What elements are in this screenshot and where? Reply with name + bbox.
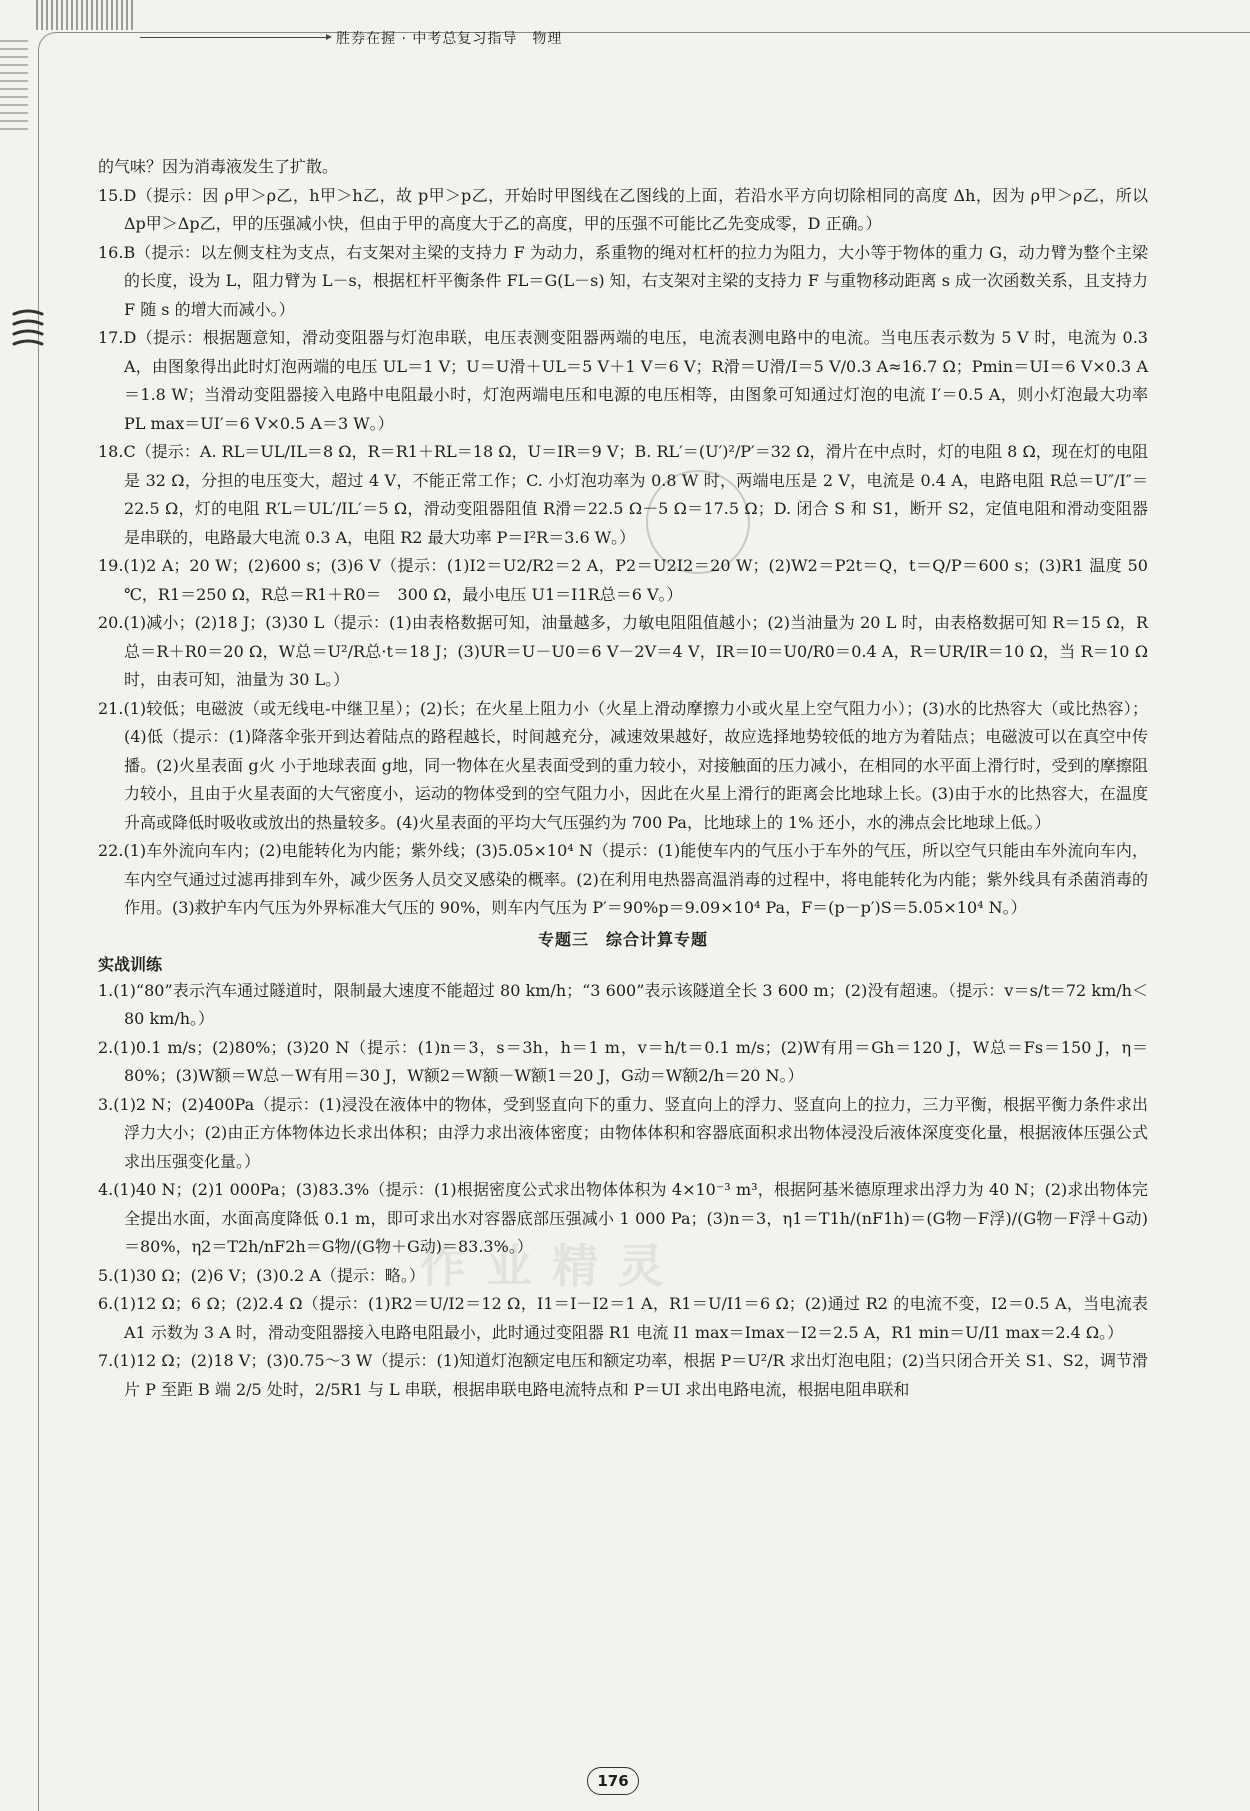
answer-content	[98, 153, 1148, 1404]
answer-paragraph: 15.D（提示：因 ρ甲＞ρ乙，h甲＞h乙，故 p甲＞p乙，开始时甲图线在乙图线的上面，若沿水平方向切除相同的高度 Δh，因为 ρ甲＞ρ乙，所以 Δp甲＞Δp乙，甲的压强减小快，但由于甲的高度大于乙的高度，甲的压强不可能比乙先变成零，D 正确。）	[98, 185, 1148, 233]
answer-paragraph: 16.B（提示：以左侧支柱为支点，右支架对主梁的支持力 F 为动力，系重物的绳对杠杆的拉力为阻力，大小等于物体的重力 G，动力臂为整个主梁的长度，设为 L，阻力臂为 L－s，根据杠杆平衡条件 FL＝G(L－s) 知，右支架对主梁的支持力 F 与重物移动距离 s 成一次函数关系，且支持力 F 随 s 的增大而减小。）	[98, 242, 1148, 319]
answer-paragraph: 5.(1)30 Ω；(2)6 V；(3)0.2 A（提示：略。）	[98, 1265, 425, 1285]
answer-paragraph: 22.(1)车外流向车内；(2)电能转化为内能；紫外线；(3)5.05×10⁴ N（提示：(1)能使车内的气压小于车外的气压，所以空气只能由车外流向车内，车内空气通过过滤再排到车外，减少医务人员交叉感染的概率。(2)在利用电热器高温消毒的过程中，将电能转化为内能；紫外线具有杀菌消毒的作用。(3)救护车内气压为外界标准大气压的 90%，则车内气压为 P′＝90%p＝9.09×10⁴ Pa，F＝(p－p′)S＝5.05×10⁴ N。）	[98, 841, 1148, 917]
answer-paragraph: 2.(1)0.1 m/s；(2)80%；(3)20 N（提示：(1)n＝3，s＝3h，h＝1 m，v＝h/t＝0.1 m/s；(2)W有用＝Gh＝120 J，W总＝Fs＝150 J，η＝80%；(3)W额＝W总－W有用＝30 J，W额2＝W额－W额1＝20 J，G动＝W额2/h＝20 N。）	[98, 1037, 1148, 1085]
section-title: 专题三 综合计算专题	[537, 929, 708, 949]
corner-stripes-decoration	[36, 0, 136, 30]
answer-paragraph: 19.(1)2 A；20 W；(2)600 s；(3)6 V（提示：(1)I2＝U2/R2＝2 A，P2＝U2I2＝20 W；(2)W2＝P2t＝Q，t＝Q/P＝600 s；(3)R1 温度 50 ℃，R1＝250 Ω，R总＝R1＋R0＝ 300 Ω，最小电压 U1＝I1R总＝6 V。）	[98, 556, 1148, 604]
answer-paragraph: 6.(1)12 Ω；6 Ω；(2)2.4 Ω（提示：(1)R2＝U/I2＝12 Ω，I1＝I－I2＝1 A，R1＝U/I1＝6 Ω；(2)通过 R2 的电流不变，I2＝0.5 A，当电流表 A1 示数为 3 A 时，滑动变阻器接入电路电阻最小，此时通过变阻器 R1 电流 I1 max＝Imax－I2＝2.5 A，R1 min＝U/I1 max＝2.4 Ω。）	[98, 1294, 1148, 1342]
answer-paragraph: 18.C（提示：A. RL＝UL/IL＝8 Ω，R＝R1＋RL＝18 Ω，U＝IR＝9 V；B. RL′＝(U′)²/P′＝32 Ω，滑片在中点时，灯的电阻 8 Ω，现在灯的电阻是 32 Ω，分担的电压变大，超过 4 V，不能正常工作；C. 小灯泡功率为 0.8 W 时，两端电压是 2 V，电流是 0.4 A，电路电阻 R总＝U″/I″＝22.5 Ω，灯的电阻 R′L＝UL′/IL′＝5 Ω，滑动变阻器阻值 R滑＝22.5 Ω－5 Ω＝17.5 Ω；D. 闭合 S 和 S1，断开 S2，定值电阻和滑动变阻器是串联的，电路最大电流 0.3 A，电阻 R2 最大功率 P＝I²R＝3.6 W。）	[98, 442, 1148, 547]
answer-paragraph: 17.D（提示：根据题意知，滑动变阻器与灯泡串联，电压表测变阻器两端的电压，电流表测电路中的电流。当电压表示数为 5 V 时，电流为 0.3 A，由图象得出此时灯泡两端的电压 UL＝1 V；U＝U滑＋UL＝5 V＋1 V＝6 V；R滑＝U滑/I＝5 V/0.3 A≈16.7 Ω；Pmin＝UI＝6 V×0.3 A＝1.8 W；当滑动变阻器接入电路中电阻最小时，灯泡两端电压和电源的电压相等，由图象可知通过灯泡的电流 I′＝0.5 A，则小灯泡最大功率 PL max＝UI′＝6 V×0.5 A＝3 W。）	[98, 328, 1148, 433]
answer-paragraph: 21.(1)较低；电磁波（或无线电-中继卫星）；(2)长；在火星上阻力小（火星上滑动摩擦力小或火星上空气阻力小）；(3)水的比热容大（或比热容）；(4)低（提示：(1)降落伞张开到达着陆点的路程越长，时间越充分，减速效果越好，故应选择地势较低的地方为着陆点；电磁波可以在真空中传播。(2)火星表面 g火 小于地球表面 g地，同一物体在火星表面受到的重力较小，对接触面的压力减小，在相同的水平面上滑行时，受到的摩擦阻力较小，且由于火星表面的大气密度小，运动的物体受到的空气阻力小，因此在火星上滑行的距离会比地球上长。(3)由于水的比热容大，在温度升高或降低时吸收或放出的热量较多。(4)火星表面的平均大气压强约为 700 Pa，比地球上的 1% 还小，水的沸点会比地球上低。）	[98, 698, 1148, 832]
side-tick-decoration	[0, 40, 28, 135]
answer-paragraph: 4.(1)40 N；(2)1 000Pa；(3)83.3%（提示：(1)根据密度公式求出物体体积为 4×10⁻³ m³，根据阿基米德原理求出浮力为 40 N；(2)求出物体完全提出水面，水面高度降低 0.1 m，即可求出水对容器底部压强减小 1 000 Pa；(3)n＝3，η1＝T1h/(nF1h)＝(G物－F浮)/(G物－F浮＋G动)＝80%，η2＝T2h/nF2h＝G物/(G物＋G动)＝83.3%。）	[98, 1180, 1148, 1256]
answer-paragraph: 3.(1)2 N；(2)400Pa（提示：(1)浸没在液体中的物体，受到竖直向下的重力、竖直向上的浮力、竖直向上的拉力，三力平衡，根据平衡力条件求出浮力大小；(2)由正方体物体边长求出体积；由浮力求出液体密度；由物体体积和容器底面积求出物体浸没后液体深度变化量，根据液体压强公式求出压强变化量。）	[98, 1094, 1148, 1171]
watermark: 作业精灵	[420, 1239, 684, 1293]
books-icon	[10, 308, 46, 352]
subsection-title: 实战训练	[98, 954, 163, 974]
header-title: 胜券在握 · 中考总复习指导 物理	[336, 31, 563, 47]
page-number: 176	[587, 1767, 639, 1795]
answer-paragraph: 7.(1)12 Ω；(2)18 V；(3)0.75～3 W（提示：(1)知道灯泡额定电压和额定功率，根据 P＝U²/R 求出灯泡电阻；(2)当只闭合开关 S1、S2，调节滑片 P 至距 B 端 2/5 处时，2/5R1 与 L 串联，根据串联电路电流特点和 P＝UI 求出电路电流，根据电阻串联和	[98, 1351, 1148, 1399]
answer-paragraph: 20.(1)减小；(2)18 J；(3)30 L（提示：(1)由表格数据可知，油量越多，力敏电阻阻值越小；(2)当油量为 20 L 时，由表格数据可知 R＝15 Ω，R总＝R＋R0＝20 Ω，W总＝U²/R总·t＝18 J；(3)UR＝U－U0＝6 V－2V＝4 V，IR＝I0＝U0/R0＝0.4 A，R＝UR/IR＝10 Ω，当 R＝10 Ω 时，由表可知，油量为 30 L。）	[98, 613, 1148, 689]
header-arrow	[140, 37, 330, 38]
answer-paragraph: 1.(1)“80”表示汽车通过隧道时，限制最大速度不能超过 80 km/h；“3 600”表示该隧道全长 3 600 m；(2)没有超速。（提示：v＝s/t＝72 km/h＜80 km/h。）	[98, 980, 1148, 1028]
answer-paragraph: 的气味？因为消毒液发生了扩散。	[98, 157, 339, 176]
